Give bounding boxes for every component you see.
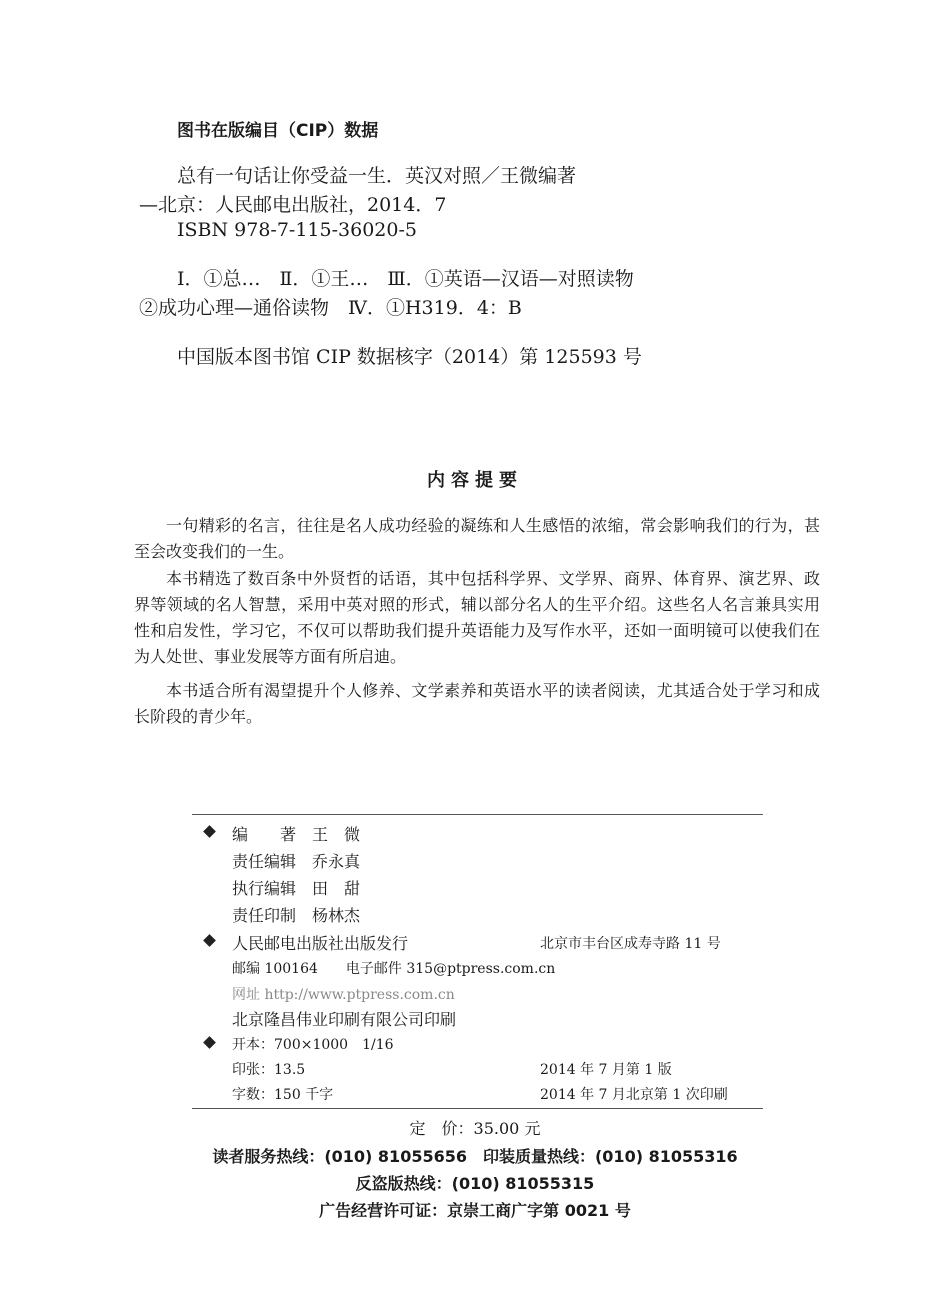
print-manager-credit: 责任印制 杨林杰: [232, 906, 361, 925]
summary-paragraph-1: 一句精彩的名言，往往是名人成功经验的凝练和人生感悟的浓缩，常会影响我们的行为，甚至会改变我们的一生。: [134, 516, 820, 561]
cip-isbn: ISBN 978-7-115-36020-5: [177, 219, 417, 241]
divider-top: [192, 814, 763, 815]
summary-paragraph-2: 本书精选了数百条中外贤哲的话语，其中包括科学界、文学界、商界、体育界、演艺界、政界等领域的名人智慧，采用中英对照的形式，辅以部分名人的生平介绍。这些名人名言兼具实用性和启发性，学习它，不仅可以帮助我们提升英语能力及写作水平，还如一面明镜可以使我们在为人处世、事业发展等方面有所启迪。: [134, 569, 820, 666]
cip-publication-line: —北京：人民邮电出版社，2014．7: [139, 194, 447, 216]
advertising-license: 广告经营许可证：京崇工商广字第 0021 号: [319, 1201, 631, 1220]
cip-title-line: 总有一句话让你受益一生．英汉对照／王微编著: [177, 165, 577, 187]
cip-title: 图书在版编目（CIP）数据: [177, 121, 379, 141]
publisher: 人民邮电出版社出版发行: [232, 934, 409, 953]
publisher-address: 北京市丰台区成寿寺路 11 号: [540, 936, 721, 952]
diamond-bullet-icon: [203, 934, 217, 948]
cip-classification-line-1: Ⅰ．①总… Ⅱ．①王… Ⅲ．①英语—汉语—对照读物: [177, 268, 634, 290]
cip-classification-line-2: ②成功心理—通俗读物 Ⅳ．①H319．4：B: [139, 297, 522, 319]
website: 网址 http://www.ptpress.com.cn: [232, 987, 455, 1003]
edition: 2014 年 7 月第 1 版: [540, 1062, 672, 1078]
printing: 2014 年 7 月北京第 1 次印刷: [540, 1087, 728, 1103]
summary-heading: 内容提要: [427, 470, 523, 491]
postcode-email: 邮编 100164 电子邮件 315@ptpress.com.cn: [232, 961, 556, 977]
book-format: 开本：700×1000 1/16: [232, 1037, 394, 1053]
editor-credit: 责任编辑 乔永真: [232, 852, 361, 871]
word-count: 字数：150 千字: [232, 1087, 334, 1103]
printer: 北京隆昌伟业印刷有限公司印刷: [232, 1010, 457, 1029]
diamond-bullet-icon: [203, 1036, 217, 1050]
printed-sheets: 印张：13.5: [232, 1062, 306, 1078]
diamond-bullet-icon: [203, 825, 217, 839]
summary-paragraph-3: 本书适合所有渴望提升个人修养、文学素养和英语水平的读者阅读，尤其适合处于学习和成长阶段的青少年。: [134, 681, 820, 726]
executive-editor-credit: 执行编辑 田 甜: [232, 879, 361, 898]
cip-record-number: 中国版本图书馆 CIP 数据核字（2014）第 125593 号: [177, 346, 642, 368]
author-credit: 编 著 王 微: [232, 825, 361, 844]
price: 定 价：35.00 元: [409, 1119, 541, 1138]
divider-bottom: [192, 1108, 763, 1109]
antipiracy-hotline: 反盗版热线：(010) 81055315: [355, 1174, 595, 1193]
service-hotline: 读者服务热线：(010) 81055656 印装质量热线：(010) 81055316: [212, 1147, 738, 1166]
